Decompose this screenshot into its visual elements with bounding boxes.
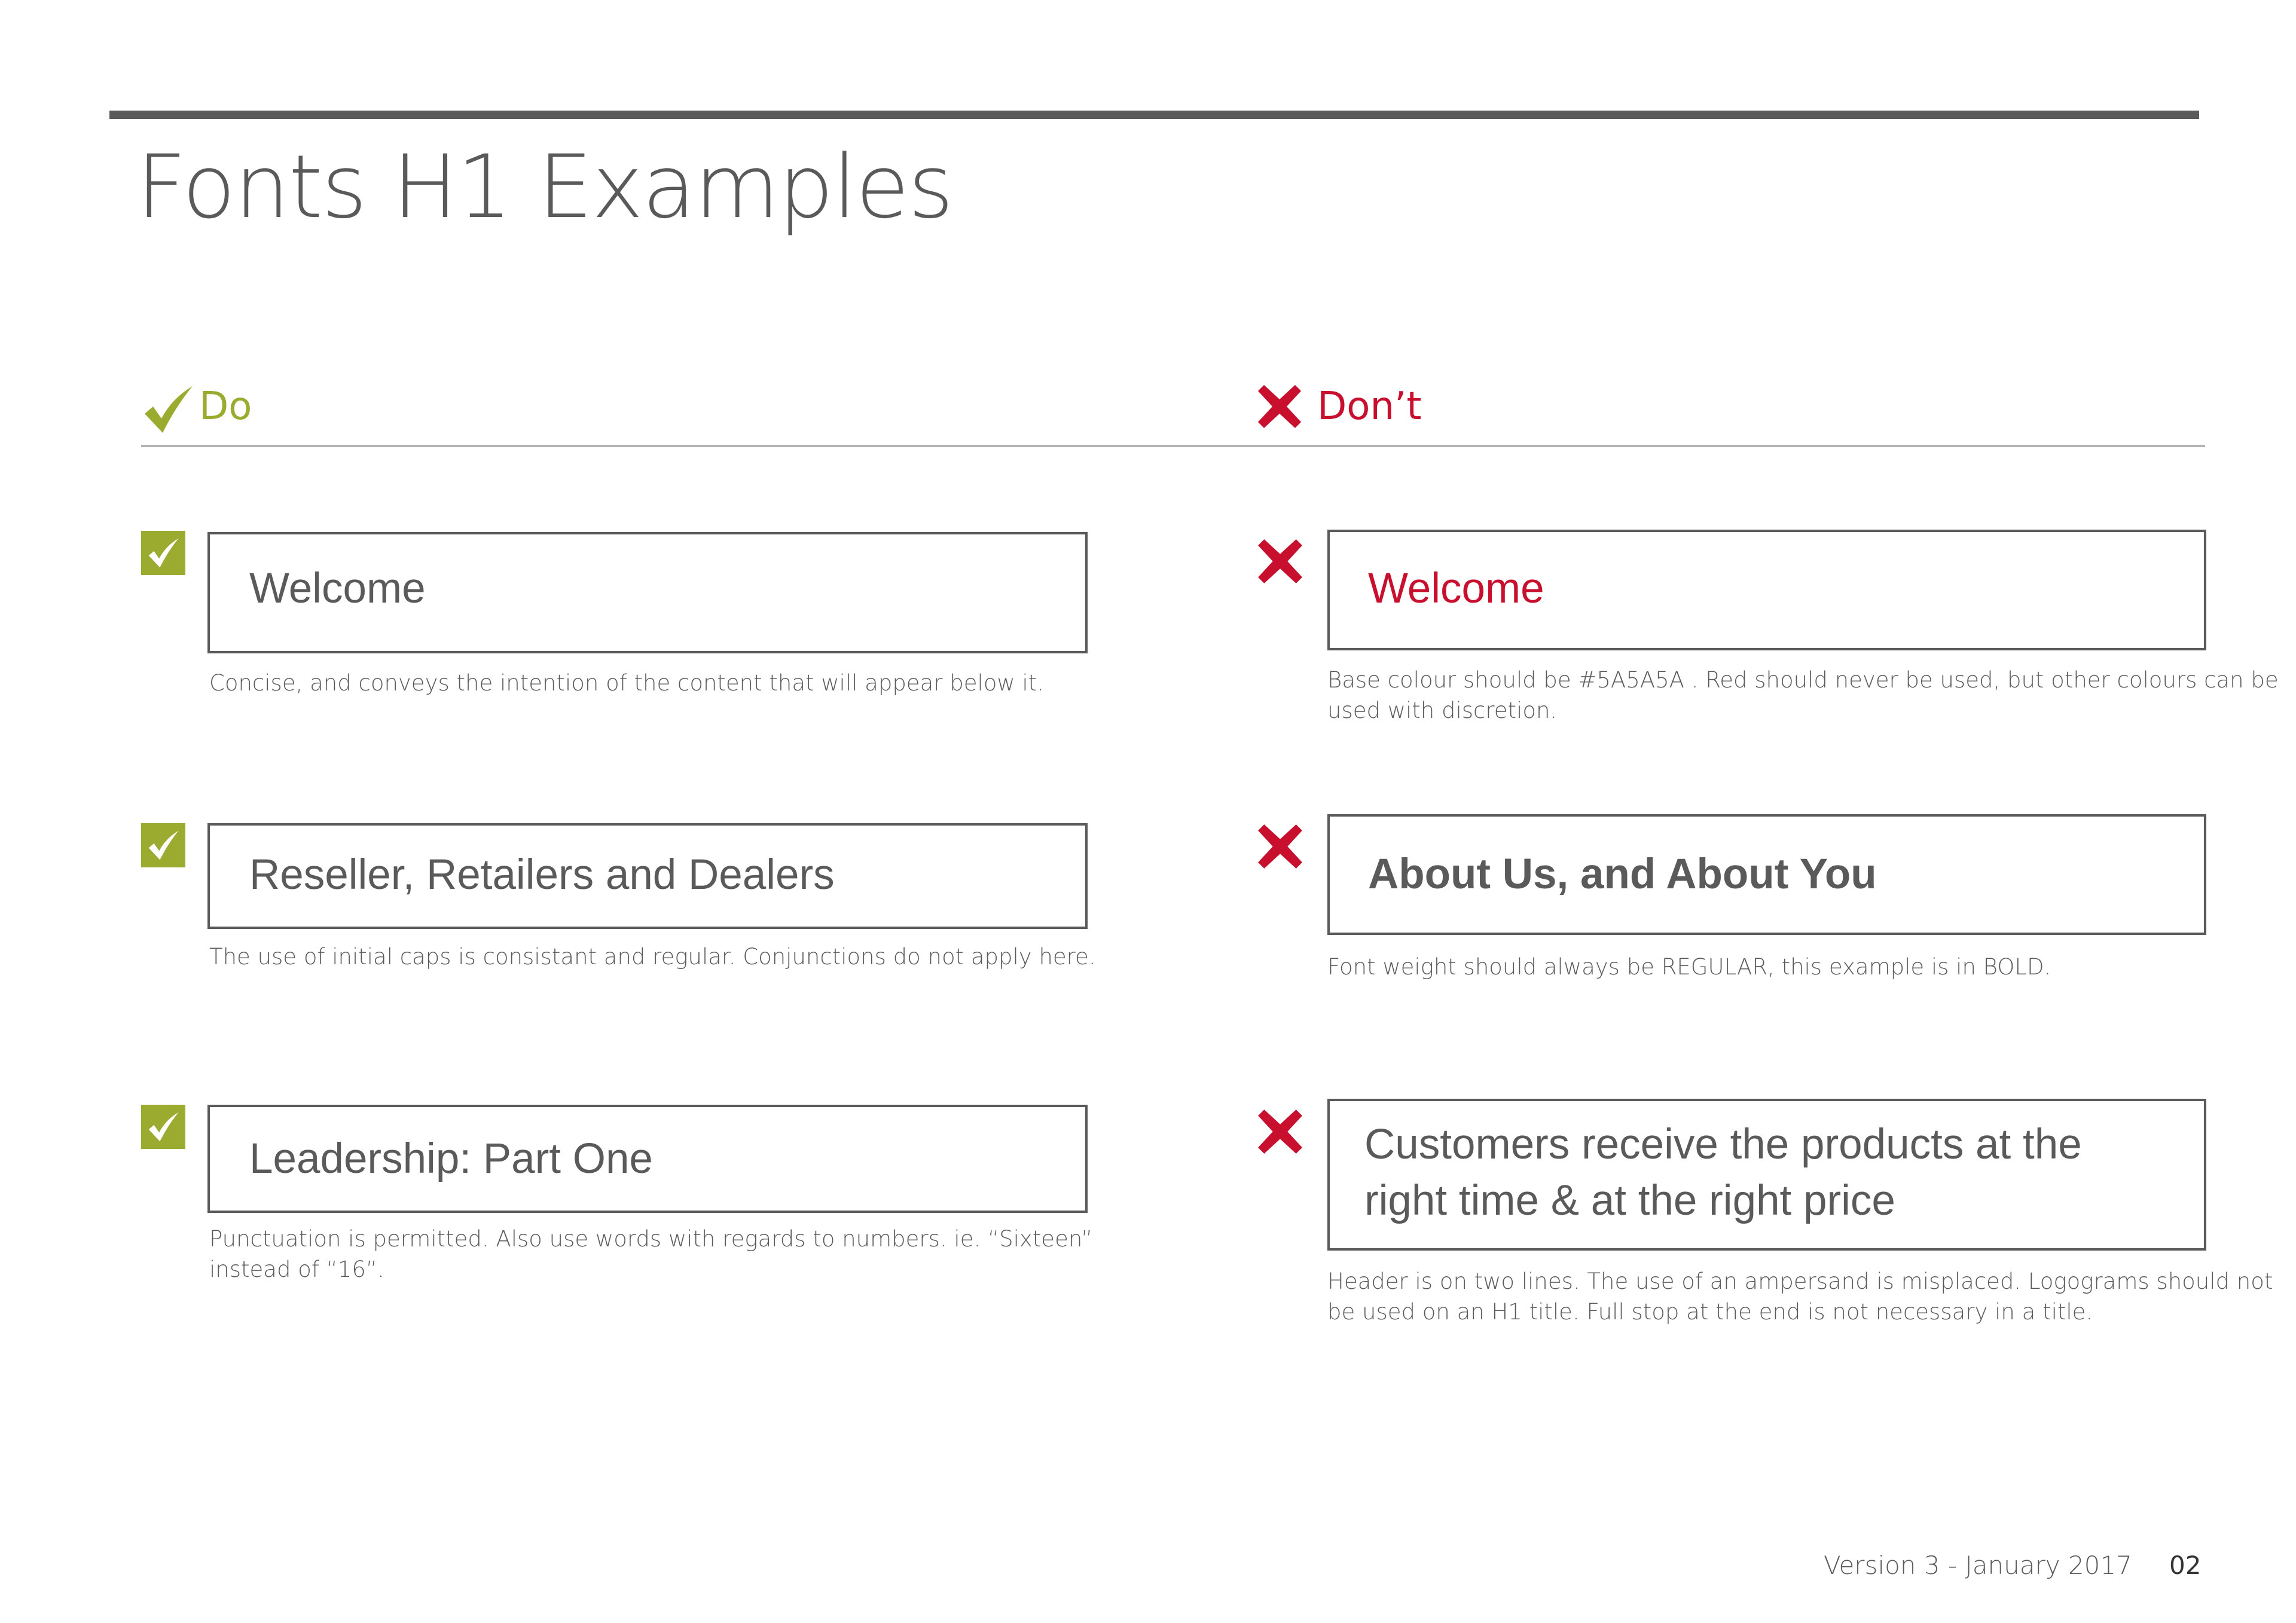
example-caption: Font weight should always be REGULAR, this example is in BOLD. [1327, 954, 2051, 980]
dont-label: Don’t [1317, 384, 1422, 429]
cross-icon [1256, 383, 1303, 430]
page-number: 02 [2169, 1551, 2202, 1580]
example-caption: Concise, and conveys the intention of the content that will appear below it. [209, 670, 1044, 696]
caption-line: Punctuation is permitted. Also use words with regards to numbers. ie. “Sixteen” [209, 1226, 1093, 1252]
cross-icon [1256, 537, 1305, 586]
caption-line: be used on an H1 title. Full stop at the end is not necessary in a title. [1327, 1299, 2093, 1325]
do-example-box-3 [207, 1105, 1088, 1213]
checkmark-badge-icon [141, 1105, 185, 1149]
example-caption [1327, 665, 2279, 726]
example-caption [1327, 1266, 2273, 1327]
dont-example-box-3 [1327, 1099, 2206, 1251]
example-heading: Reseller, Retailers and Dealers [249, 851, 835, 898]
caption-line: instead of “16”. [209, 1257, 384, 1282]
do-example-box-1 [207, 532, 1088, 653]
example-heading: About Us, and About You [1368, 851, 1877, 898]
top-rule [109, 111, 2199, 119]
caption-line: Base colour should be #5A5A5A . Red should never be used, but other colours can be [1327, 667, 2279, 693]
example-heading: Leadership: Part One [249, 1135, 653, 1182]
cross-icon [1256, 1107, 1305, 1156]
checkmark-icon [146, 1110, 180, 1144]
checkmark-icon [146, 829, 180, 862]
page-title: Fonts H1 Examples [136, 136, 952, 238]
cross-icon [1256, 822, 1305, 871]
dont-example-box-2 [1327, 814, 2206, 935]
caption-line: used with discretion. [1327, 698, 1558, 723]
checkmark-badge-icon [141, 531, 185, 575]
example-caption [209, 1224, 1094, 1285]
dont-example-box-1 [1327, 530, 2206, 650]
example-heading-line: Customers receive the products at the [1364, 1121, 2082, 1168]
do-example-box-2 [207, 823, 1088, 929]
checkmark-icon [141, 383, 195, 436]
caption-line: Header is on two lines. The use of an ampersand is misplaced. Logograms should not [1327, 1269, 2273, 1294]
footer-version: Version 3 - January 2017 [1824, 1551, 2132, 1580]
example-heading-line: right time & at the right price [1364, 1177, 1895, 1224]
checkmark-badge-icon [141, 823, 185, 867]
example-caption: The use of initial caps is consistant and regular. Conjunctions do not apply here. [209, 944, 1096, 970]
example-heading: Welcome [249, 565, 426, 612]
section-divider [141, 445, 2205, 447]
example-heading: Welcome [1368, 565, 1544, 612]
do-label: Do [199, 384, 252, 429]
checkmark-icon [146, 536, 180, 570]
